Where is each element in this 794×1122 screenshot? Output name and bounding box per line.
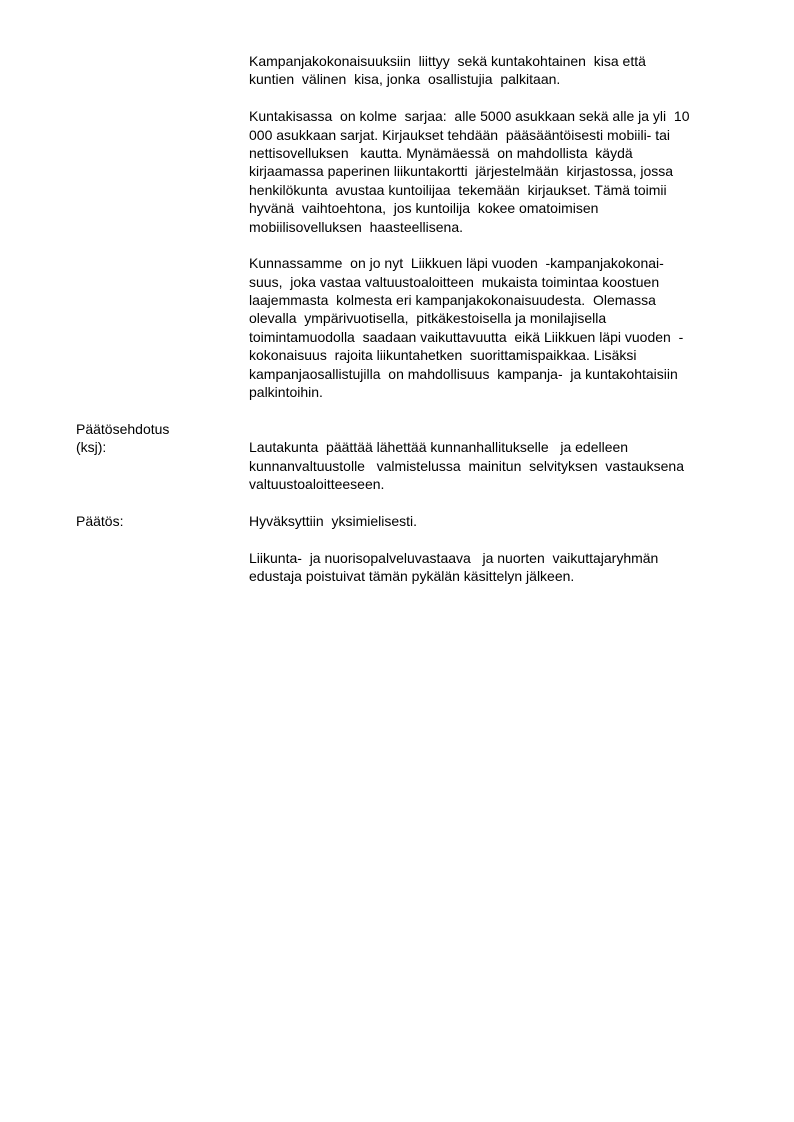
- text-line: kampanjaosallistujilla on mahdollisuus kampanja- ja kuntakohtaisiin: [249, 365, 678, 382]
- section-label: [76, 512, 123, 530]
- text-line: Hyväksyttiin yksimielisesti.: [249, 513, 418, 529]
- section-body: [249, 438, 684, 493]
- section-label: [76, 420, 169, 457]
- paragraph: [249, 52, 689, 89]
- paragraph: [249, 254, 689, 401]
- text-line: henkilökunta avustaa kuntoilijaa tekemään kirjaukset. Tämä toimii: [249, 181, 667, 198]
- text-line: Liikunta- ja nuorisopalveluvastaava ja nuorten vaikuttajaryhmän: [249, 549, 659, 566]
- text-line: palkintoihin.: [249, 384, 323, 401]
- text-line: Kunnassamme on jo nyt Liikkuen läpi vuoden -kampanjakokonai-: [249, 255, 664, 272]
- paragraph: [249, 512, 658, 530]
- text-line: mobiilisovelluksen haasteellisena.: [249, 218, 464, 235]
- text-line: kokonaisuus rajoita liikuntahetken suorittamispaikkaa. Lisäksi: [249, 347, 637, 364]
- text-line: Kuntakisassa on kolme sarjaa: alle 5000 asukkaan sekä alle ja yli 10: [249, 108, 690, 125]
- text-line: nettisovelluksen kautta. Mynämäessä on mahdollista käydä: [249, 144, 633, 161]
- text-line: suus, joka vastaa valtuustoaloitteen mukaista toimintaa koostuen: [249, 273, 660, 290]
- text-line: kuntien välinen kisa, jonka osallistujia palkitaan.: [249, 71, 561, 88]
- text-line: Kampanjakokonaisuuksiin liittyy sekä kuntakohtainen kisa että: [249, 53, 646, 69]
- text-line: kunnanvaltuustolle valmistelussa mainitun selvityksen vastauksena: [249, 457, 684, 474]
- label-line: Päätös:: [76, 513, 124, 529]
- text-line: 000 asukkaan sarjat. Kirjaukset tehdään pääsääntöisesti mobiili- tai: [249, 126, 671, 143]
- paragraph: [249, 438, 684, 493]
- label-line: Päätösehdotus: [76, 421, 170, 437]
- text-line: toimintamuodolla saadaan vaikuttavuutta eikä Liikkuen läpi vuoden -: [249, 328, 684, 345]
- label-line: (ksj):: [76, 439, 107, 456]
- text-line: olevalla ympärivuotisella, pitkäkestoisella ja monilajisella: [249, 310, 607, 327]
- text-line: hyvänä vaihtoehtona, jos kuntoilija kokee omatoimisen: [249, 200, 599, 217]
- text-line: edustaja poistuivat tämän pykälän käsittelyn jälkeen.: [249, 568, 575, 585]
- text-line: laajemmasta kolmesta eri kampanjakokonaisuudesta. Olemassa: [249, 292, 656, 309]
- text-line: valtuustoaloitteeseen.: [249, 476, 385, 493]
- text-line: kirjaamassa paperinen liikuntakortti järjestelmään kirjastossa, jossa: [249, 163, 674, 180]
- section-body: [249, 52, 689, 401]
- paragraph: [249, 107, 689, 236]
- text-line: Lautakunta päättää lähettää kunnanhallitukselle ja edelleen: [249, 439, 629, 456]
- section-body: [249, 512, 658, 586]
- paragraph: [249, 549, 658, 586]
